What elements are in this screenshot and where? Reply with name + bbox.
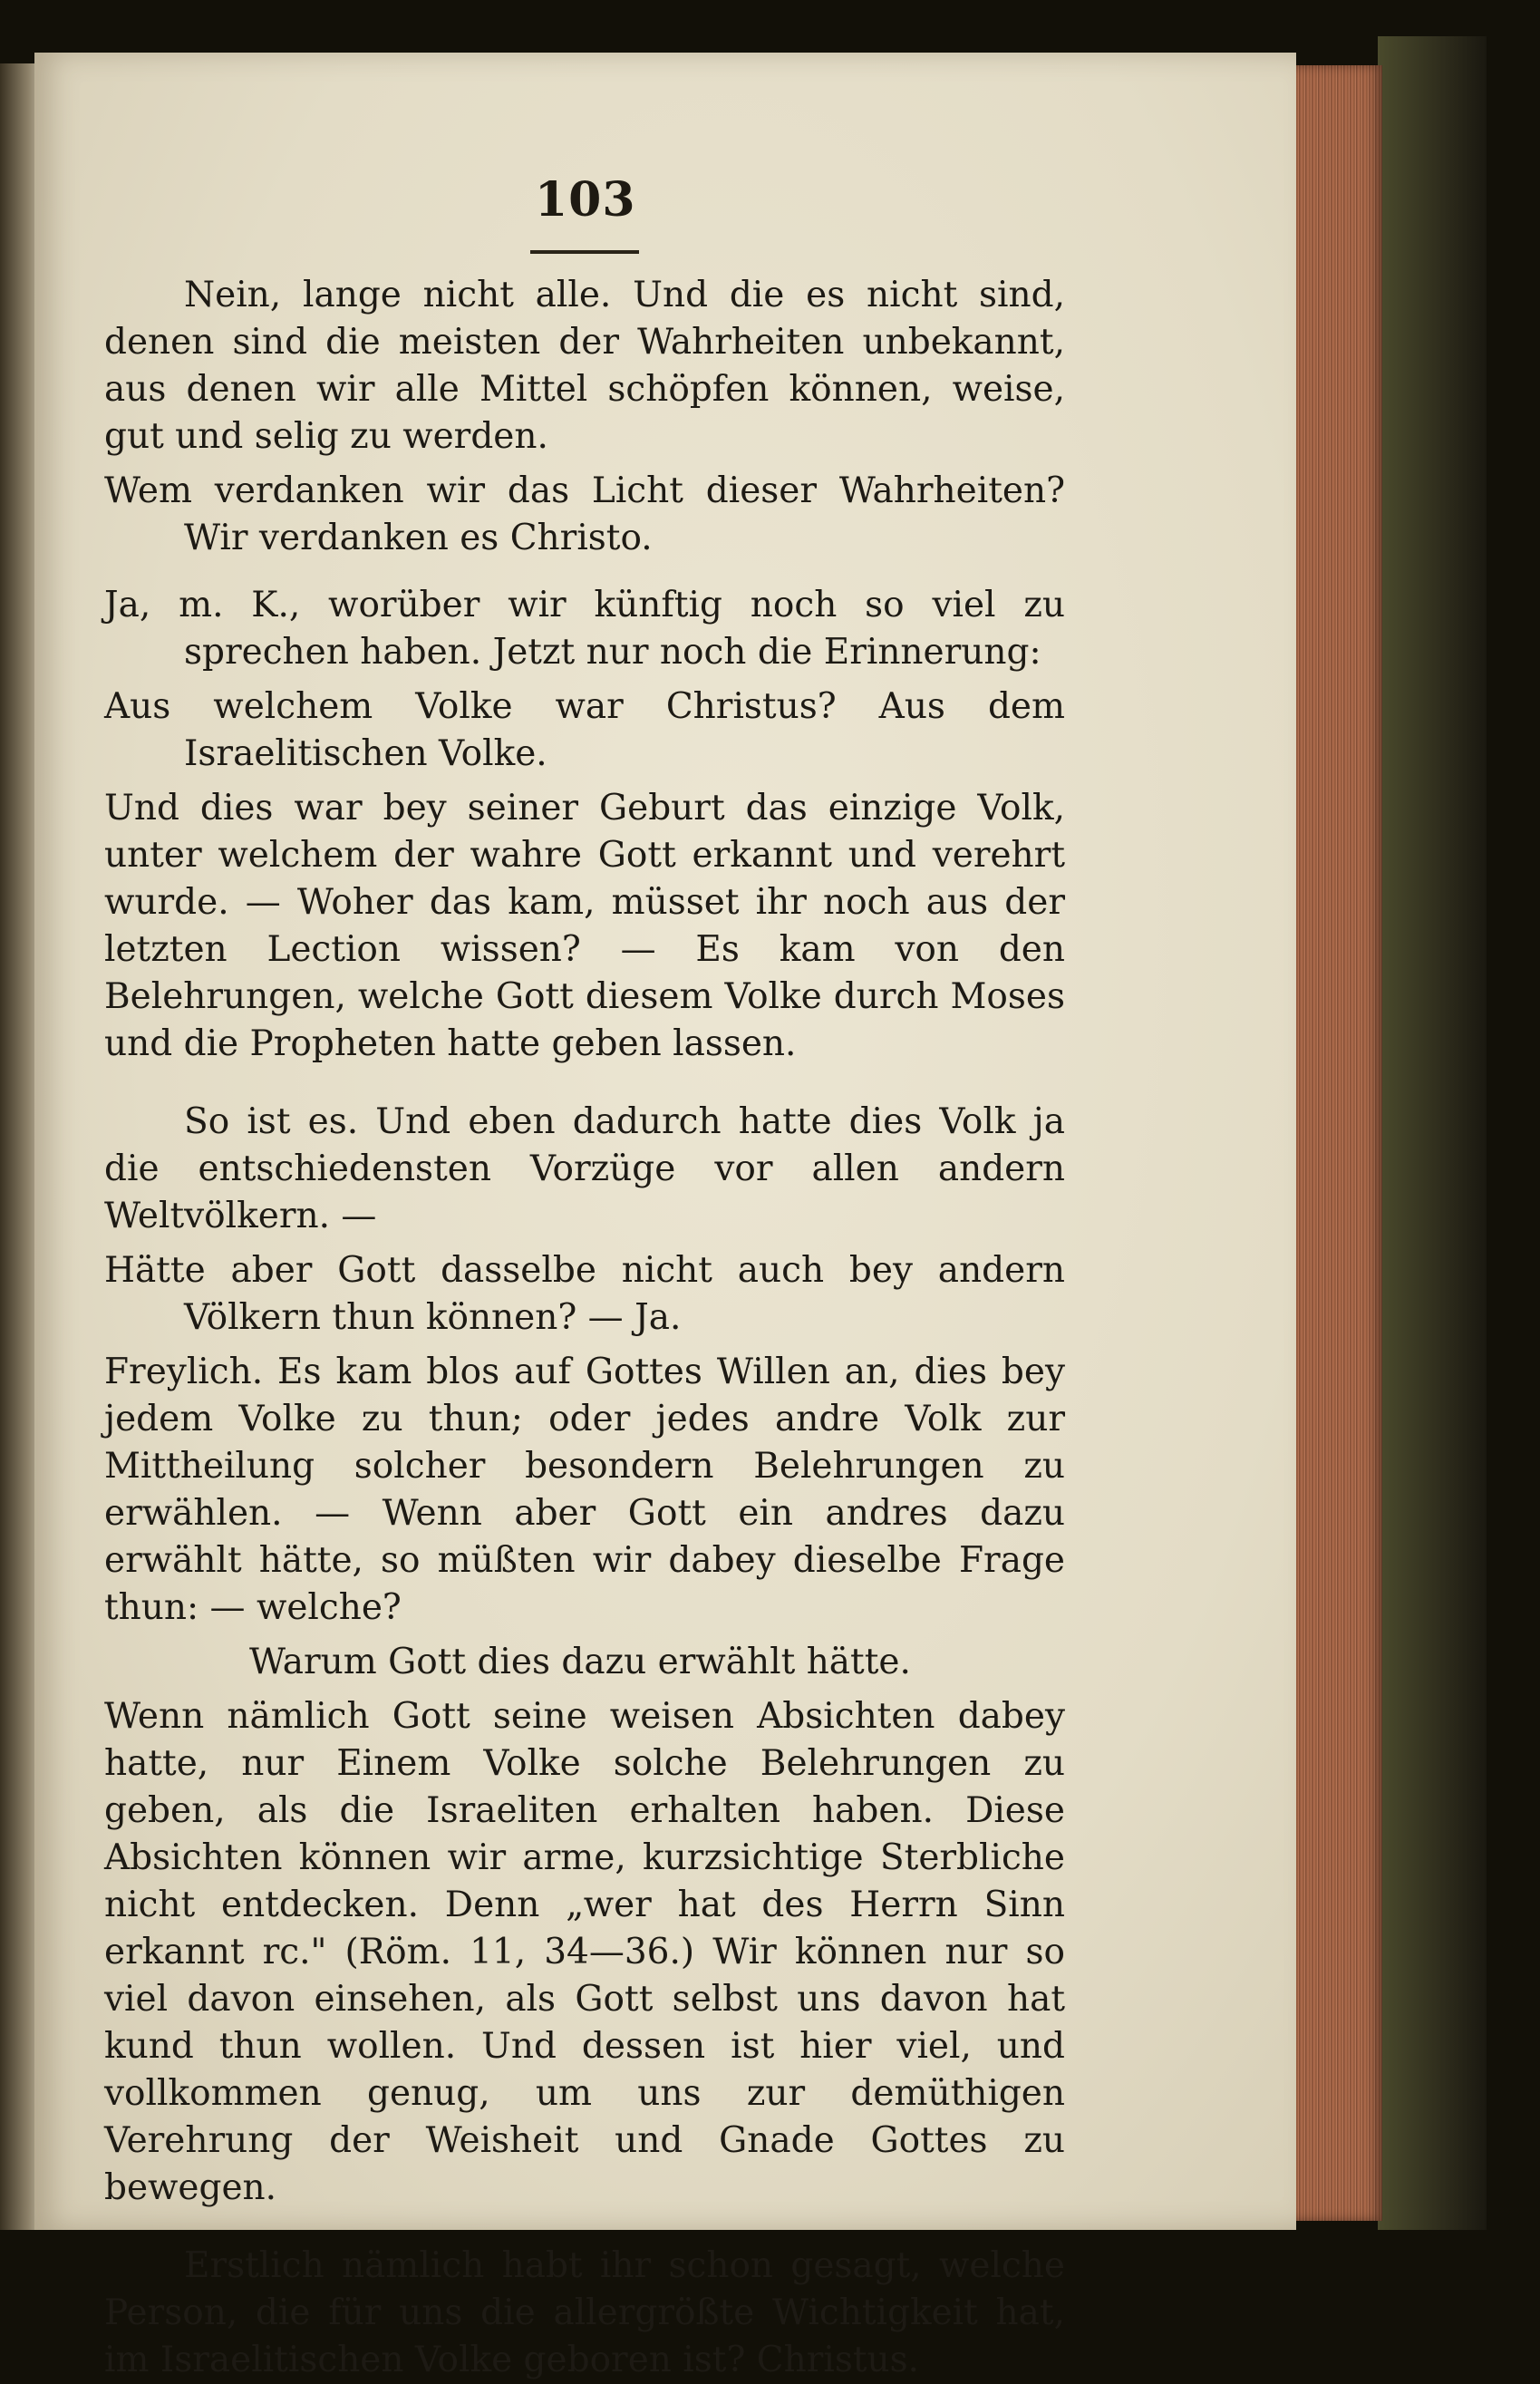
paragraph: Freylich. Es kam blos auf Gottes Willen an, dies bey jedem Volke zu thun; oder jedes andre Volk zur Mittheilung solcher besondern Belehrungen zu erwählen. — Wenn aber Gott ein andres dazu erwählt hätte, so müßten wir dabey dieselbe Frage thun: — welche?	[104, 1352, 1065, 1628]
page-number: 103	[535, 172, 636, 228]
question-answer: Hätte aber Gott dasselbe nicht auch bey andern Völkern thun können? — Ja.	[104, 1250, 1065, 1338]
paragraph: Wenn nämlich Gott seine weisen Absichten dabey hatte, nur Einem Volke solche Belehrungen zu geben, als die Israeliten erhalten haben. Diese Absichten können wir arme, kurzsichtige Sterbliche nicht entdecken. Denn „wer hat des Herrn Sinn erkannt rc." (Röm. 11, 34—36.) Wir können nur so viel davon einsehen, als Gott selbst uns davon hat kund thun wollen. Und dessen ist hier viel, und vollkommen genug, um uns zur demüthigen Verehrung der Weisheit und Gnade Gottes zu bewegen.	[104, 1696, 1065, 2208]
paragraph: Nein, lange nicht alle. Und die es nicht sind, denen sind die meisten der Wahrheiten unbekannt, aus denen wir alle Mittel schöpfen können, weise, gut und selig zu werden.	[104, 275, 1065, 457]
book-cover	[1378, 36, 1487, 2230]
paragraph: So ist es. Und eben dadurch hatte dies Volk ja die entschiedensten Vorzüge vor allen andern Weltvölkern. —	[104, 1101, 1065, 1236]
question-answer: Wem verdanken wir das Licht dieser Wahrheiten? Wir verdanken es Christo.	[104, 470, 1065, 558]
paragraph: Und dies war bey seiner Geburt das einzige Volk, unter welchem der wahre Gott erkannt und verehrt wurde. — Woher das kam, müsset ihr noch aus der letzten Lection wissen? — Es kam von den Belehrungen, welche Gott diesem Volke durch Moses und die Propheten hatte geben lassen.	[104, 788, 1065, 1064]
paragraph: Ja, m. K., worüber wir künftig noch so viel zu sprechen haben. Jetzt nur noch die Erinnerung:	[104, 585, 1065, 673]
answer-line: Warum Gott dies dazu erwählt hätte.	[249, 1642, 911, 1682]
paragraph: Erstlich nämlich habt ihr schon gesagt, welche Person, die für uns die allergrößte Wichtigkeit hat, im Israelitischen Volke geboren ist? Christus.	[104, 2245, 1065, 2380]
page-body	[104, 272, 1065, 2384]
header-rule	[530, 250, 639, 254]
question-answer: Aus welchem Volke war Christus? Aus dem Israelitischen Volke.	[104, 686, 1065, 774]
